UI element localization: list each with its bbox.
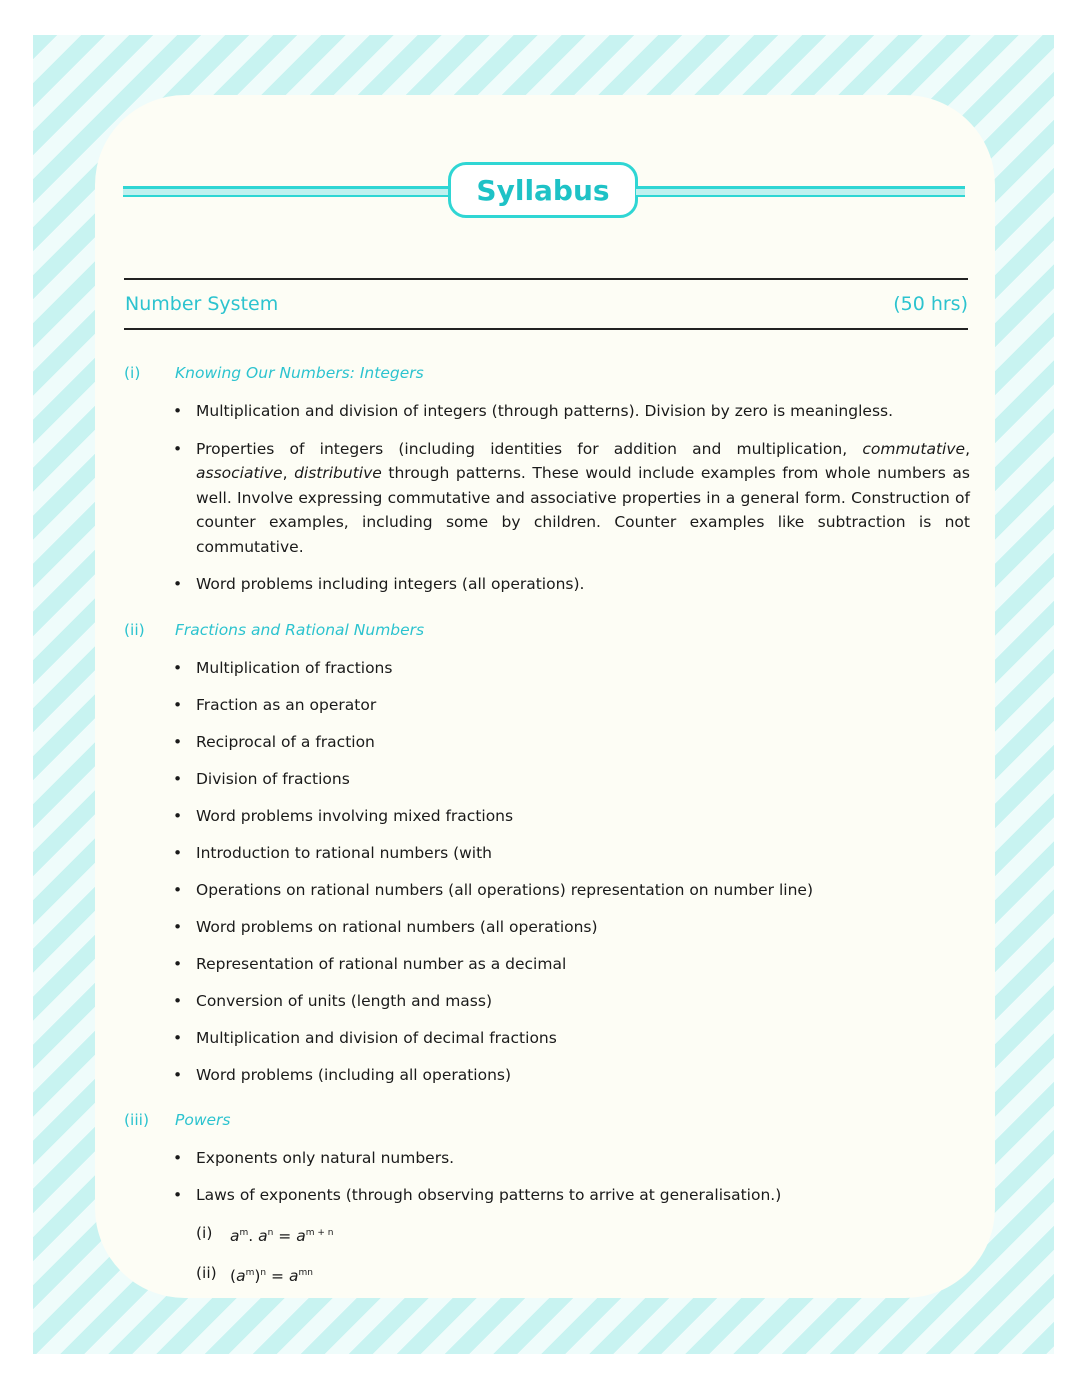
list-item: • Multiplication of fractions [124, 656, 970, 681]
bullet-icon: • [173, 439, 183, 458]
title-box [448, 162, 638, 218]
bullet-icon: • [173, 954, 183, 973]
section-title: Powers [175, 1111, 231, 1129]
unit-name: Number System [125, 293, 279, 315]
list-item: • Multiplication and division of decimal fractions [124, 1026, 970, 1051]
bullet-icon: • [173, 575, 183, 593]
section-title: Knowing Our Numbers: Integers [175, 364, 424, 382]
list-item: • Fraction as an operator [124, 693, 970, 718]
law-number: (ii) [196, 1263, 217, 1282]
unit-header [124, 278, 968, 330]
list-item: • Properties of integers (including identities for addition and multiplication, commutative, associative, distributive through patterns. These would include examples from whole numbers as well. Involve expressing commutative and associative properties in a general form. Construction of counter examples, including some by children. Counter examples like subtraction is not commutative. [124, 437, 970, 560]
bullet-icon: • [173, 917, 183, 936]
list-item: • Representation of rational number as a decimal [124, 952, 970, 977]
section-number: (ii) [124, 620, 145, 639]
list-item: • Reciprocal of a fraction [124, 730, 970, 755]
section-items [124, 1146, 970, 1208]
bullet-icon: • [173, 880, 183, 899]
section-number: (iii) [124, 1111, 150, 1129]
bullet-icon: • [173, 1028, 183, 1047]
bullet-icon: • [173, 991, 183, 1010]
section-items [124, 399, 970, 597]
law-expression: $(a^m)^n = a^{mn}$ [230, 1266, 313, 1285]
bullet-icon: • [173, 769, 183, 788]
bullet-icon: • [173, 806, 183, 825]
law-number: (i) [196, 1223, 213, 1242]
list-item: • Laws of exponents (through observing patterns to arrive at generalisation.) [124, 1183, 970, 1208]
list-item: • Division of fractions [124, 767, 970, 792]
section-heading [124, 1109, 970, 1131]
list-item: • Word problems involving mixed fractions [124, 804, 970, 829]
page-title: Syllabus [476, 173, 610, 207]
bullet-icon: • [173, 1065, 183, 1084]
bullet-icon: • [173, 732, 183, 751]
exponent-law [124, 1222, 970, 1247]
syllabus-content [124, 362, 970, 1287]
bullet-icon: • [173, 695, 183, 714]
bullet-icon: • [173, 1149, 183, 1167]
list-item: • Multiplication and division of integers (through patterns). Division by zero is meaningless. [124, 399, 970, 424]
bullet-icon: • [173, 658, 183, 677]
bullet-icon: • [173, 402, 183, 420]
bullet-icon: • [173, 843, 183, 862]
title-rule-right [636, 186, 965, 197]
title-banner [123, 160, 965, 220]
list-item: • Exponents only natural numbers. [124, 1146, 970, 1171]
exponent-law [124, 1262, 970, 1287]
law-expression: $a^m$. $a^n = a^{m + n}$ [230, 1226, 334, 1245]
list-item: • Word problems (including all operations) [124, 1063, 970, 1088]
section-items [124, 656, 970, 1088]
section-number: (i) [124, 364, 141, 382]
unit-hours: (50 hrs) [893, 293, 968, 315]
list-item: • Operations on rational numbers (all operations) representation on number line) [124, 878, 970, 903]
list-item: • Introduction to rational numbers (with [124, 841, 970, 866]
section-heading [124, 362, 970, 384]
list-item: • Word problems including integers (all operations). [124, 572, 970, 597]
title-rule-left [123, 186, 448, 197]
list-item: • Conversion of units (length and mass) [124, 989, 970, 1014]
section-heading [124, 619, 970, 641]
section-title: Fractions and Rational Numbers [175, 620, 425, 639]
list-item: • Word problems on rational numbers (all operations) [124, 915, 970, 940]
bullet-icon: • [173, 1186, 183, 1204]
